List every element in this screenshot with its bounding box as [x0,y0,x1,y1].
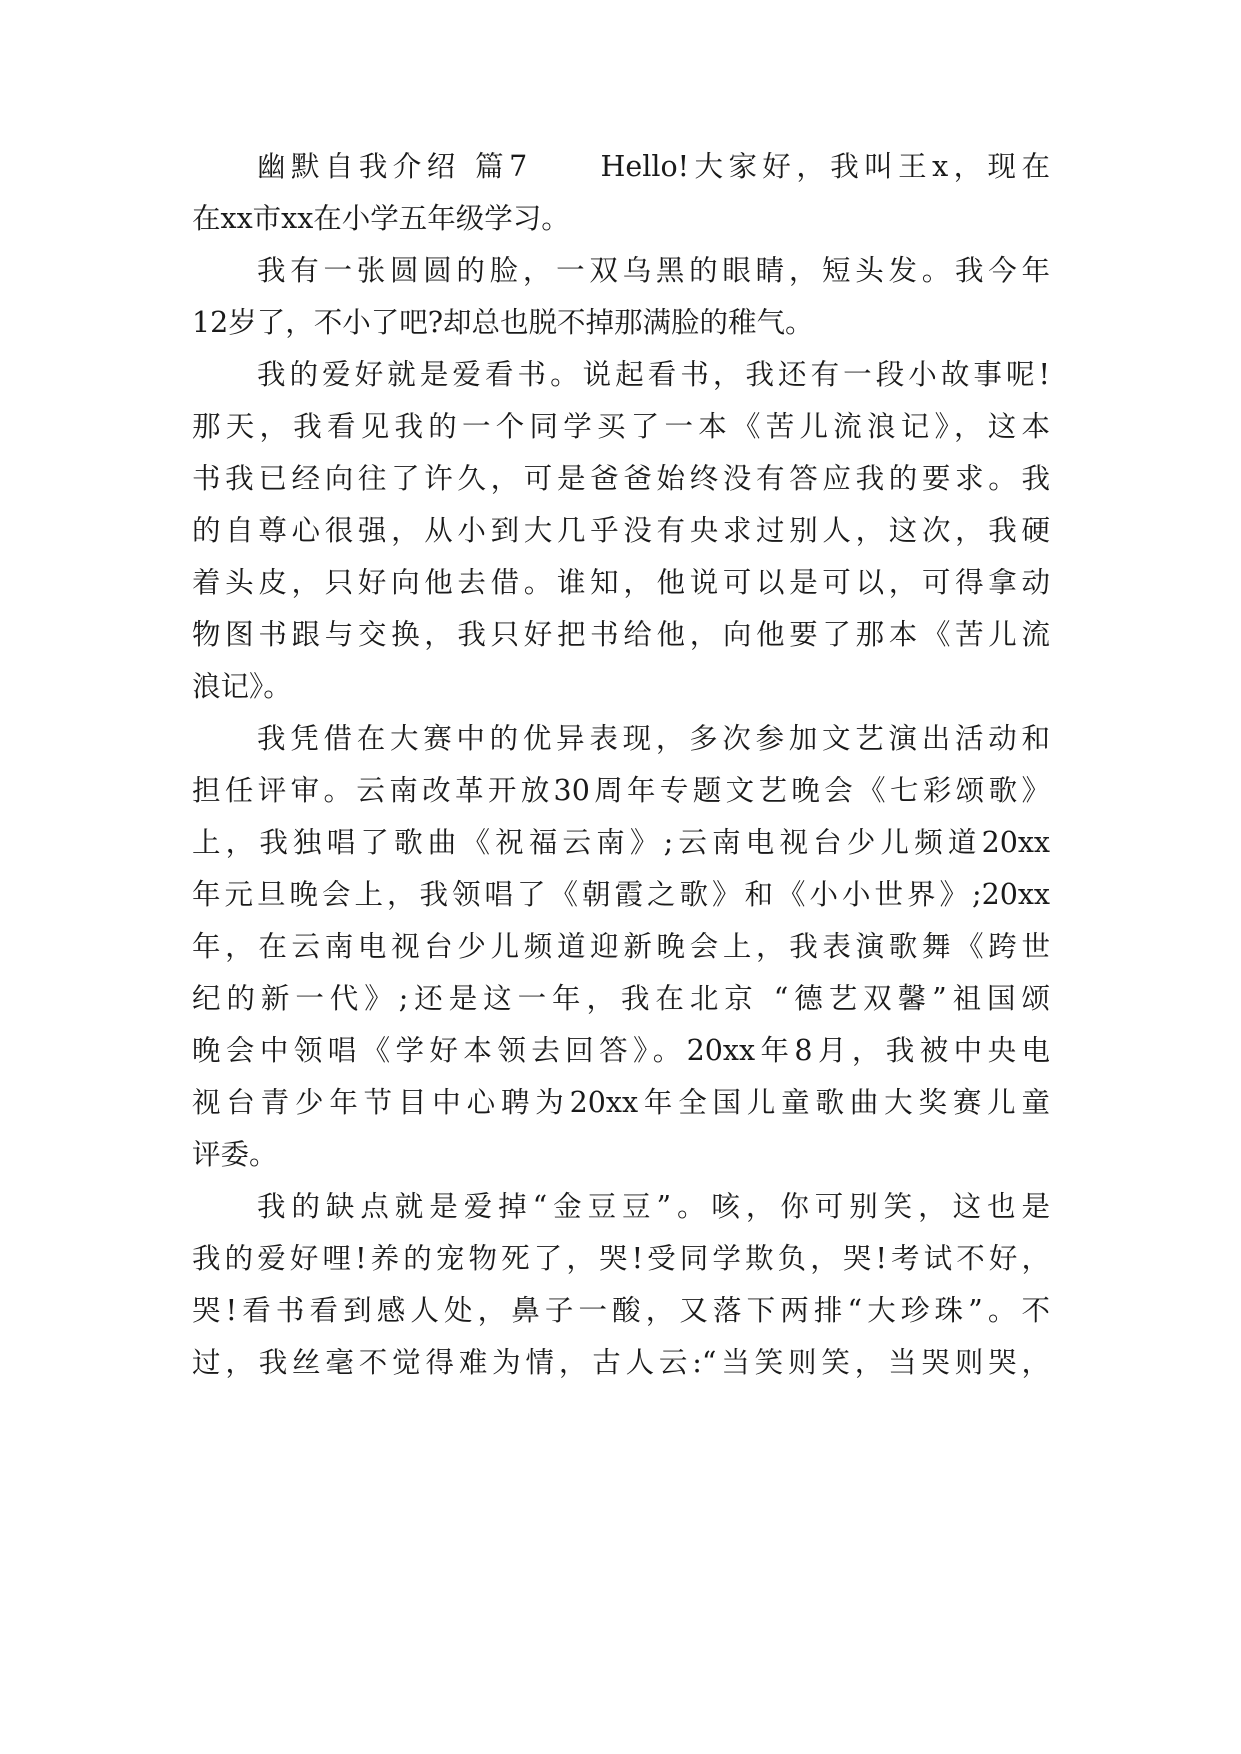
text-line-21: 我的缺点就是爱掉“金豆豆”。咳，你可别笑，这也是 [257,1190,1050,1223]
text-line-11: 浪记》。 [192,670,292,703]
text-line-4: 12岁了，不小了吧?却总也脱不掉那满脸的稚气。 [192,306,814,339]
text-line-10: 物图书跟与交换，我只好把书给他，向他要了那本《苦儿流 [192,618,1050,651]
text-line-17: 纪的新一代》;还是这一年，我在北京 “德艺双馨”祖国颂 [192,982,1050,1015]
text-line-16: 年，在云南电视台少儿频道迎新晚会上，我表演歌舞《跨世 [192,930,1050,963]
text-line-6: 那天，我看见我的一个同学买了一本《苦儿流浪记》，这本 [192,410,1050,443]
text-line-23: 哭!看书看到感人处，鼻子一酸，又落下两排“大珍珠”。不 [192,1294,1050,1327]
text-line-3: 我有一张圆圆的脸，一双乌黑的眼睛，短头发。我今年 [257,254,1050,287]
text-line-19: 视台青少年节目中心聘为20xx年全国儿童歌曲大奖赛儿童 [192,1086,1050,1119]
text-line-15: 年元旦晚会上，我领唱了《朝霞之歌》和《小小世界》;20xx [192,878,1050,911]
text-line-18: 晚会中领唱《学好本领去回答》。20xx年8月，我被中央电 [192,1034,1050,1067]
text-line-5: 我的爱好就是爱看书。说起看书，我还有一段小故事呢! [257,358,1050,391]
text-line-20: 评委。 [192,1138,278,1171]
text-line-13: 担任评审。云南改革开放30周年专题文艺晚会《七彩颂歌》 [192,774,1050,807]
text-line-22: 我的爱好哩!养的宠物死了，哭!受同学欺负，哭!考试不好， [192,1242,1050,1275]
text-line-9: 着头皮，只好向他去借。谁知，他说可以是可以，可得拿动 [192,566,1050,599]
text-line-24: 过，我丝毫不觉得难为情，古人云:“当笑则笑，当哭则哭， [192,1346,1050,1379]
text-line-1: 幽默自我介绍 篇7 Hello!大家好，我叫王x，现在 [257,150,1050,183]
text-line-12: 我凭借在大赛中的优异表现，多次参加文艺演出活动和 [257,722,1050,755]
text-line-14: 上，我独唱了歌曲《祝福云南》;云南电视台少儿频道20xx [192,826,1050,859]
text-line-2: 在xx市xx在小学五年级学习。 [192,202,570,235]
text-line-7: 书我已经向往了许久，可是爸爸始终没有答应我的要求。我 [192,462,1050,495]
text-line-8: 的自尊心很强，从小到大几乎没有央求过别人，这次，我硬 [192,514,1050,547]
